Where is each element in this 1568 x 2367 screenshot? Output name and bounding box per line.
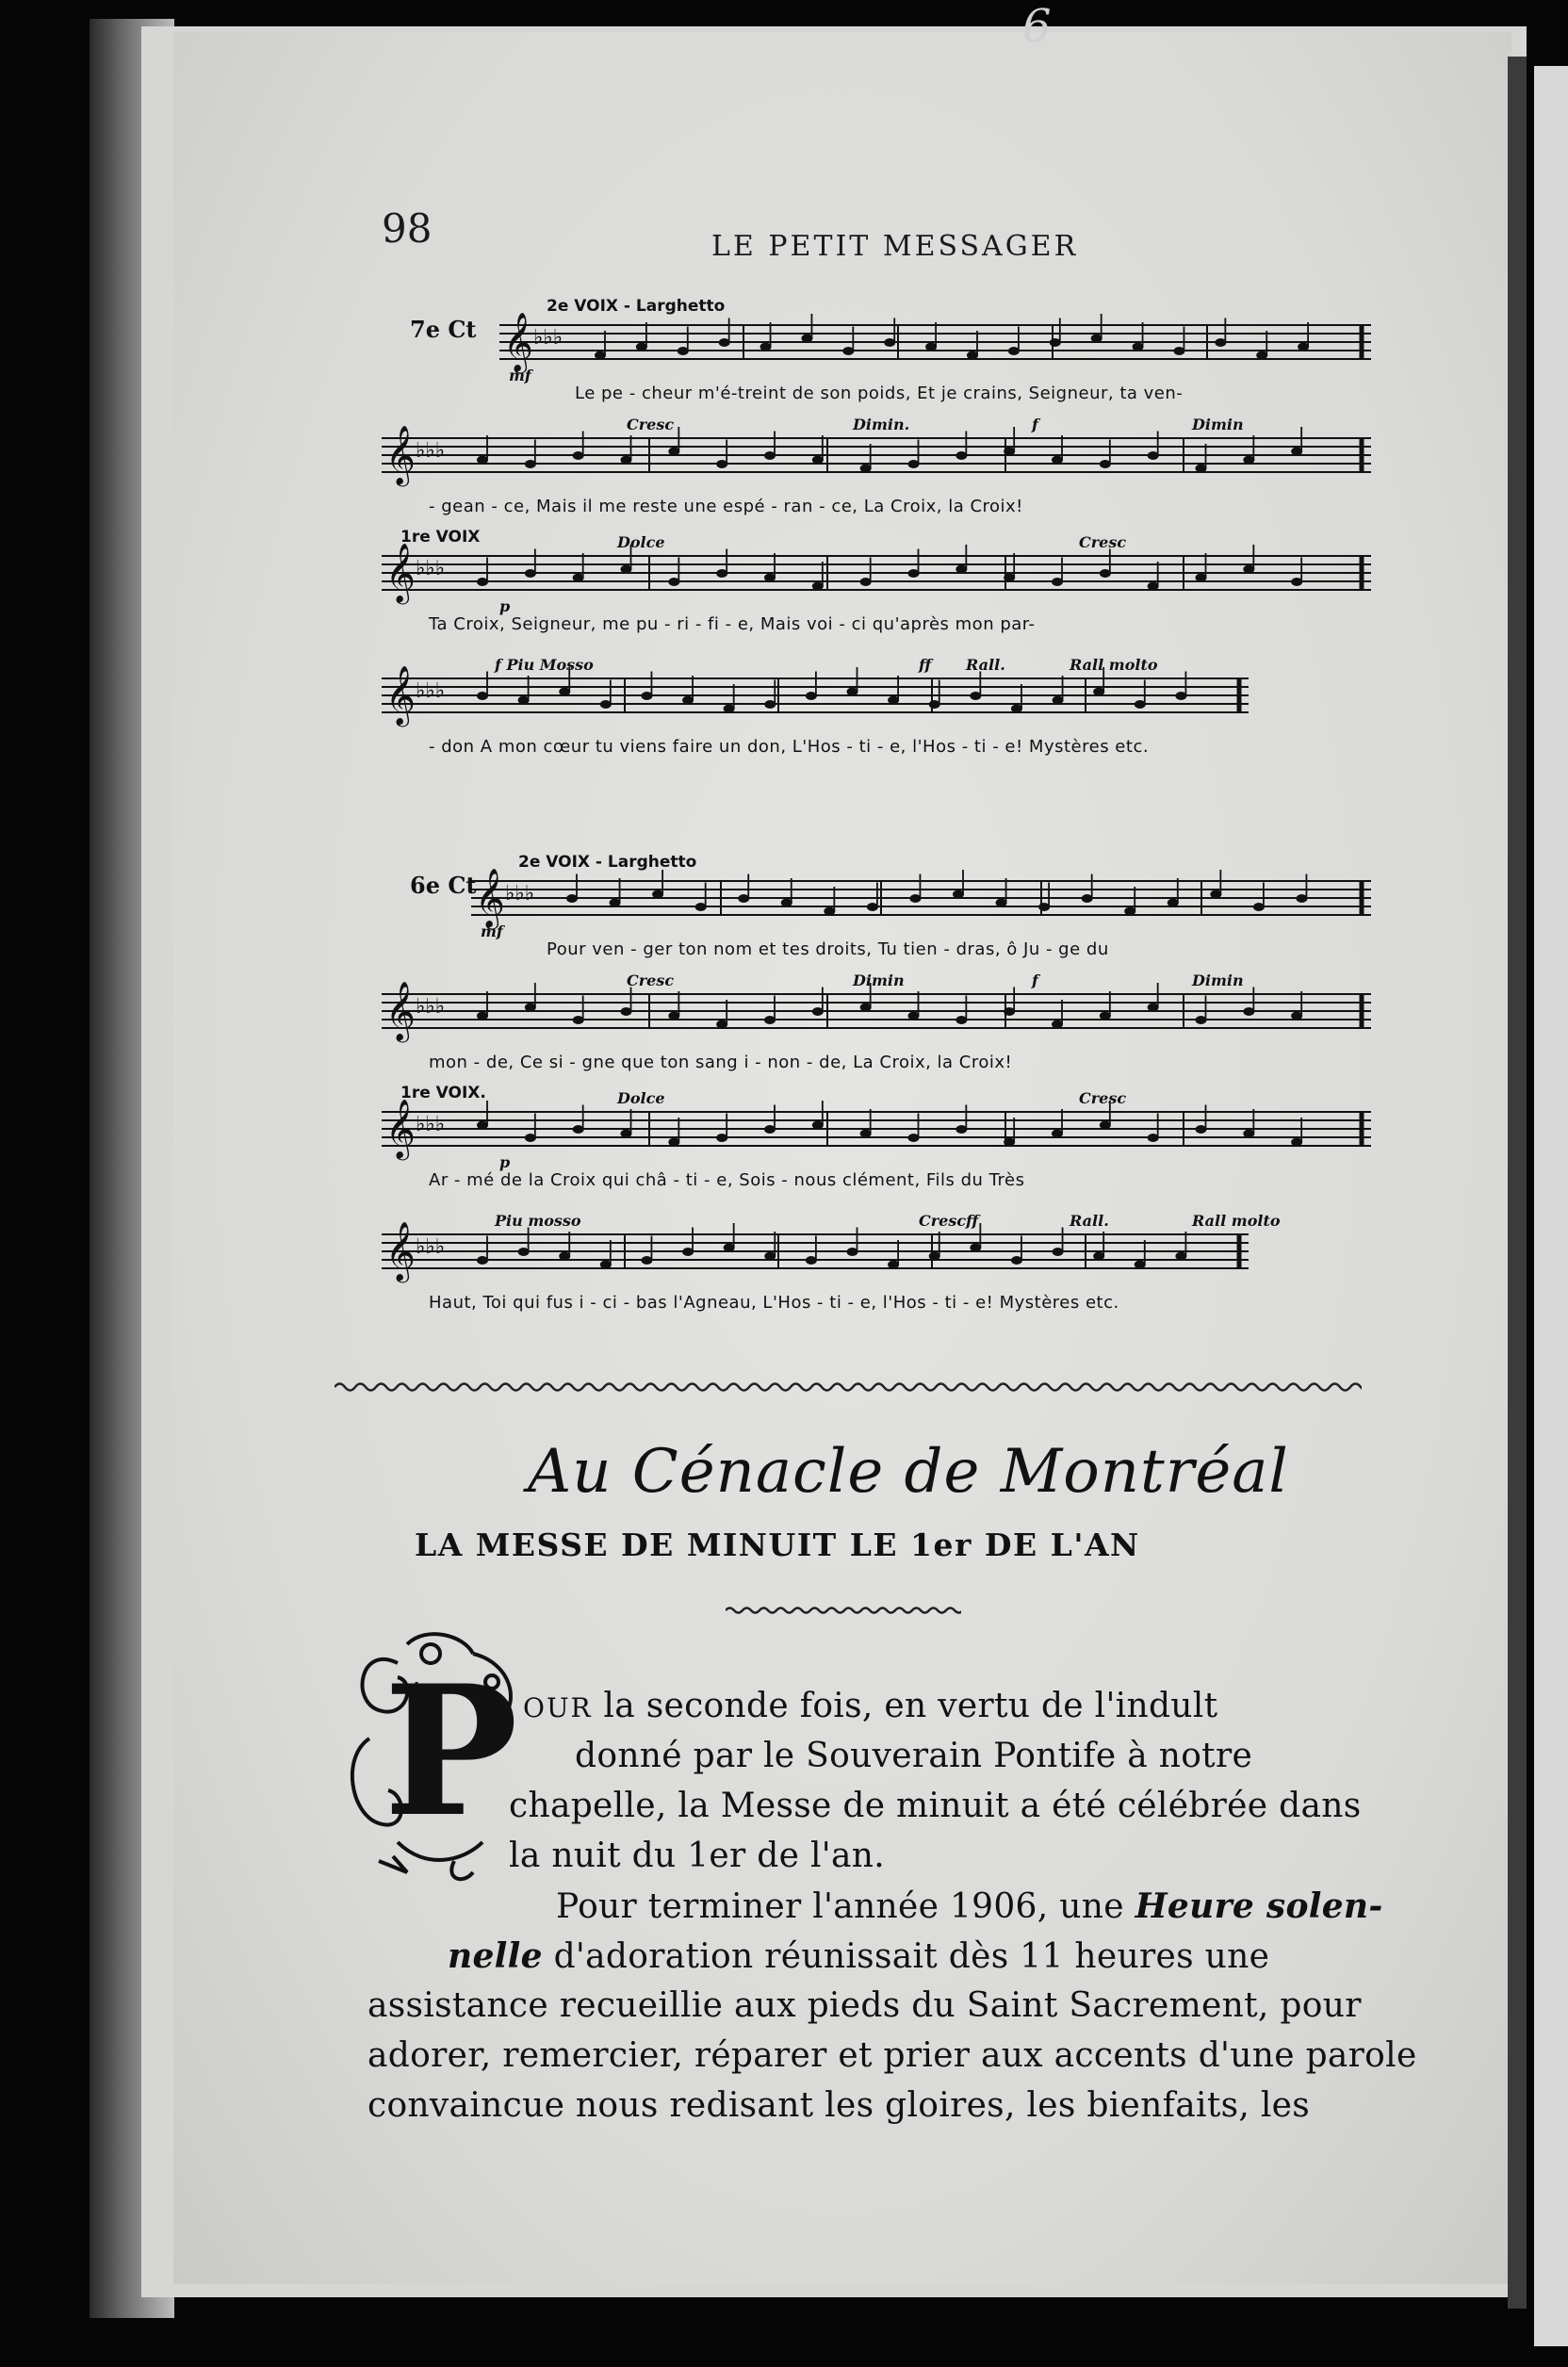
- ornamental-dropcap: [341, 1625, 530, 1889]
- treble-clef-icon: 𝄞: [385, 425, 416, 484]
- dynamic-marking: f Piu Mosso: [495, 656, 594, 674]
- next-page-edge: [1534, 66, 1568, 2346]
- key-signature-flats: ♭♭♭: [505, 882, 535, 906]
- music-system: [382, 966, 1380, 1084]
- line-segment: Heure solen-: [1135, 1886, 1383, 1926]
- line-segment: Pour terminer l'année 1906, une: [556, 1887, 1135, 1926]
- voice-tempo-label: 1re VOIX.: [400, 1084, 486, 1102]
- treble-clef-icon: 𝄞: [385, 1099, 416, 1158]
- article-line: [509, 1787, 1362, 1825]
- small-wavy-ornament: [726, 1602, 961, 1619]
- voice-tempo-label: 2e VOIX - Larghetto: [547, 297, 726, 316]
- lyrics-line: Pour ven - ger ton nom et tes droits, Tu tien - dras, ô Ju - ge du: [547, 939, 1109, 959]
- dynamic-marking: p: [499, 1153, 511, 1171]
- lyrics-line: - don A mon cœur tu viens faire un don, L'Hos - ti - e, l'Hos - ti - e! Mystères etc.: [429, 737, 1150, 757]
- dynamic-marking: Cresc: [627, 416, 675, 433]
- music-system: [382, 528, 1380, 645]
- lyrics-line: Haut, Toi qui fus i - ci - bas l'Agneau, L'Hos - ti - e, l'Hos - ti - e! Mystères etc.: [429, 1293, 1119, 1313]
- dynamic-marking: f: [1032, 971, 1038, 989]
- treble-clef-icon: 𝄞: [503, 312, 533, 371]
- music-system: [382, 410, 1380, 528]
- page-gutter-shadow: [1508, 57, 1527, 2309]
- line-segment: la nuit du 1er de l'an.: [509, 1836, 885, 1875]
- article-line: [368, 2036, 1417, 2075]
- wavy-divider: [335, 1376, 1362, 1398]
- staff: [382, 297, 1380, 391]
- key-signature-flats: ♭♭♭: [416, 995, 446, 1019]
- staff: [382, 528, 1380, 622]
- article-line: [509, 1836, 885, 1875]
- key-signature-flats: ♭♭♭: [416, 439, 446, 463]
- lyrics-line: Ta Croix, Seigneur, me pu - ri - fi - e, Mais voi - ci qu'après mon par-: [429, 614, 1036, 634]
- music-system: [382, 853, 1380, 971]
- article-line: [448, 1936, 1269, 1976]
- canticle-label: 6e Ct: [410, 872, 477, 899]
- article-subtitle: LA MESSE DE MINUIT LE 1er DE L'AN: [415, 1526, 1140, 1563]
- dynamic-marking: Rall molto: [1070, 656, 1158, 674]
- voice-tempo-label: 2e VOIX - Larghetto: [518, 853, 697, 872]
- article-line: [575, 1737, 1252, 1775]
- dynamic-marking: Piu mosso: [495, 1212, 581, 1230]
- music-system: [382, 297, 1380, 415]
- dynamic-marking: Cresc: [627, 971, 675, 989]
- page-number: 98: [382, 205, 433, 252]
- dynamic-marking: Dimin: [1192, 416, 1244, 433]
- dynamic-marking: Rall.: [966, 656, 1005, 674]
- article-line: [523, 1687, 1217, 1725]
- dynamic-marking: Dimin.: [853, 416, 910, 433]
- voice-tempo-label: 1re VOIX: [400, 528, 481, 547]
- canticle-label: 7e Ct: [410, 316, 477, 343]
- music-system: [382, 650, 1380, 768]
- line-segment: chapelle, la Messe de minuit a été célébrée dans: [509, 1787, 1362, 1825]
- treble-clef-icon: 𝄞: [385, 665, 416, 725]
- line-segment: OUR: [523, 1692, 593, 1723]
- treble-clef-icon: 𝄞: [475, 868, 505, 927]
- staff: [382, 1084, 1380, 1178]
- dynamic-marking: Cresc: [1079, 1089, 1127, 1107]
- line-segment: convaincue nous redisant les gloires, les bienfaits, les: [368, 2086, 1311, 2125]
- running-head: LE PETIT MESSAGER: [711, 230, 1079, 263]
- lyrics-line: Ar - mé de la Croix qui châ - ti - e, Sois - nous clément, Fils du Très: [429, 1170, 1025, 1190]
- dynamic-marking: mf: [509, 367, 531, 384]
- lyrics-line: - gean - ce, Mais il me reste une espé - ran - ce, La Croix, la Croix!: [429, 497, 1023, 516]
- key-signature-flats: ♭♭♭: [416, 679, 446, 703]
- lyrics-line: mon - de, Ce si - gne que ton sang i - non - de, La Croix, la Croix!: [429, 1053, 1013, 1072]
- key-signature-flats: ♭♭♭: [416, 1113, 446, 1136]
- key-signature-flats: ♭♭♭: [533, 326, 564, 350]
- treble-clef-icon: 𝄞: [385, 981, 416, 1040]
- treble-clef-icon: 𝄞: [385, 543, 416, 602]
- lyrics-line: Le pe - cheur m'é-treint de son poids, Et je crains, Seigneur, ta ven-: [575, 384, 1184, 403]
- line-segment: la seconde fois, en vertu de l'indult: [592, 1687, 1218, 1725]
- key-signature-flats: ♭♭♭: [416, 1235, 446, 1259]
- key-signature-flats: ♭♭♭: [416, 557, 446, 580]
- dynamic-marking: Dimin: [853, 971, 905, 989]
- dynamic-marking: Dolce: [617, 533, 665, 551]
- dropcap-letter: P: [384, 1646, 518, 1856]
- dynamic-marking: Cresc: [919, 1212, 967, 1230]
- line-segment: assistance recueillie aux pieds du Saint Sacrement, pour: [368, 1986, 1362, 2025]
- dynamic-marking: f: [1032, 416, 1038, 433]
- line-segment: nelle: [448, 1936, 543, 1976]
- article-title: Au Cénacle de Montréal: [528, 1437, 1289, 1507]
- music-system: [382, 1206, 1380, 1324]
- article-line: [368, 2086, 1310, 2125]
- corner-pencil-mark: 6: [1022, 0, 1052, 53]
- line-segment: donné par le Souverain Pontife à notre: [575, 1737, 1253, 1775]
- treble-clef-icon: 𝄞: [385, 1221, 416, 1281]
- article-line: [556, 1886, 1383, 1926]
- line-segment: d'adoration réunissait dès 11 heures une: [542, 1937, 1270, 1976]
- sheet-music: [382, 278, 1380, 1362]
- dynamic-marking: Dolce: [617, 1089, 665, 1107]
- line-segment: adorer, remercier, réparer et prier aux accents d'une parole: [368, 2036, 1417, 2075]
- dynamic-marking: Cresc: [1079, 533, 1127, 551]
- dynamic-marking: ff: [966, 1212, 979, 1230]
- dynamic-marking: ff: [919, 656, 932, 674]
- dynamic-marking: Rall.: [1070, 1212, 1109, 1230]
- dynamic-marking: Dimin: [1192, 971, 1244, 989]
- dynamic-marking: Rall molto: [1192, 1212, 1281, 1230]
- music-system: [382, 1084, 1380, 1201]
- dynamic-marking: mf: [481, 922, 503, 940]
- article-line: [368, 1986, 1362, 2025]
- dynamic-marking: p: [499, 597, 511, 615]
